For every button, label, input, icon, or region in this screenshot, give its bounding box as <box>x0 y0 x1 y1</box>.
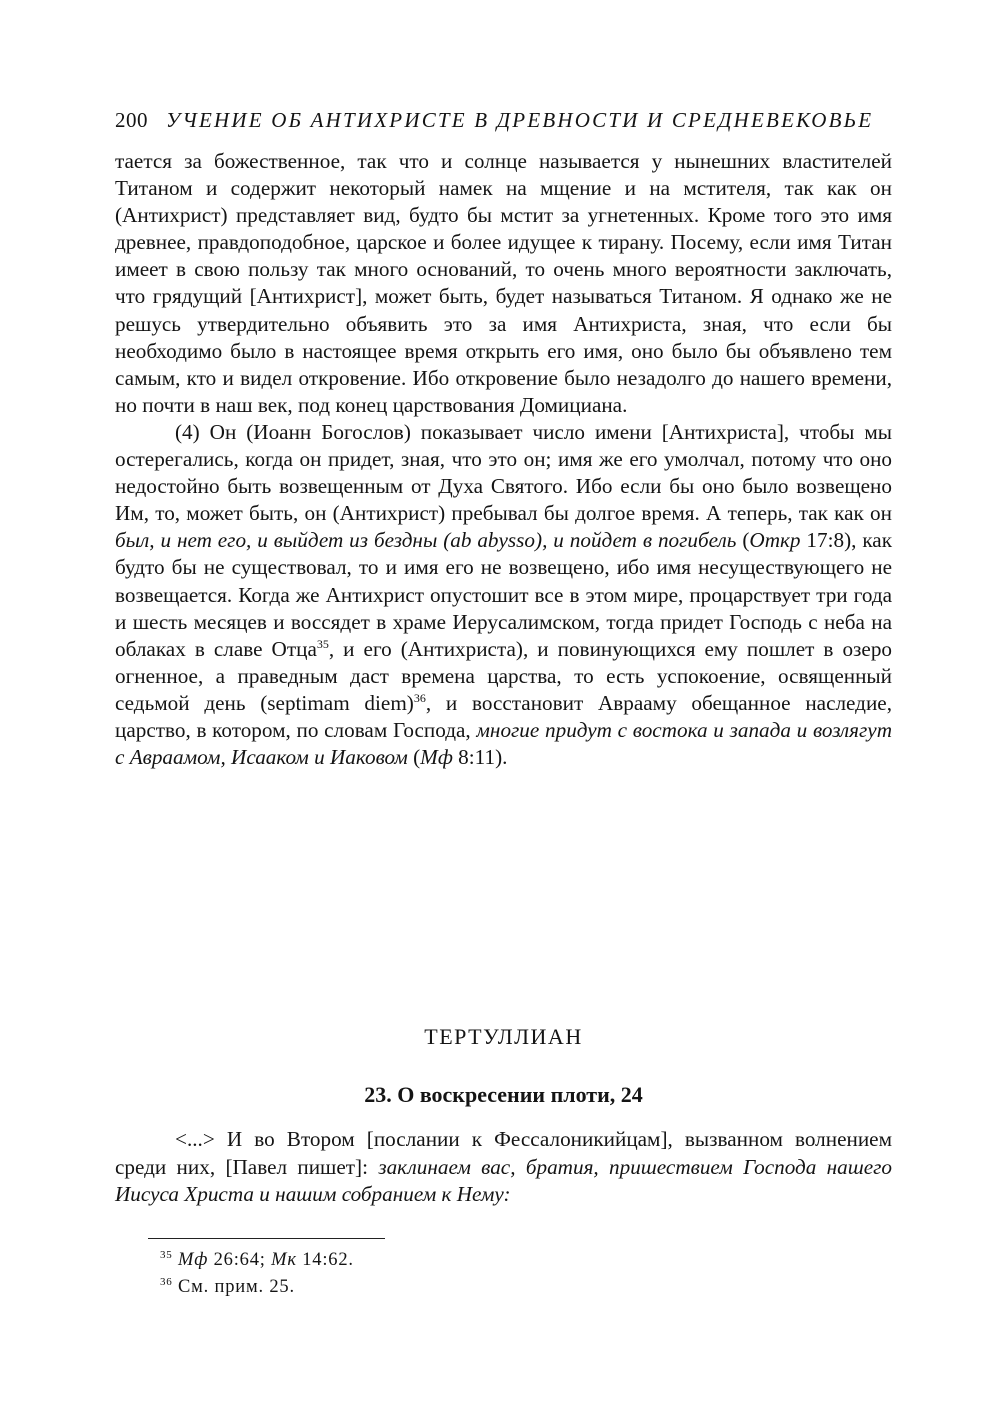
main-text <box>115 148 892 771</box>
section-title: ТЕРТУЛЛИАН <box>424 1024 583 1049</box>
reference-book: Мф <box>178 1250 209 1270</box>
text-run: (4) Он (Иоанн Богослов) показывает число имени [Антихриста], чтобы мы остерегались, когда он придет, зная, что это он; имя же его умолчал, потому что оно недостойно быть возвещенным от Духа Святого. Ибо если бы оно было возвещено Им, то, может быть, он (Антихрист) пребывал бы долгое время. А теперь, так как он <box>115 419 892 526</box>
reference-verse: 17:8 <box>800 528 845 553</box>
footnotes <box>160 1247 354 1301</box>
footnote-mark: 35 <box>160 1248 173 1261</box>
reference-book: Мф <box>420 745 453 770</box>
running-header <box>115 104 890 136</box>
footnote-marker: 36 <box>413 690 426 705</box>
reference-book: Откр <box>749 528 801 553</box>
scripture-quote: был, и нет его, и выйдет из бездны (ab abysso), и пойдет в погибель <box>115 528 737 553</box>
paragraph-1: тается за божественное, так что и солнце называется у нынешних властителей Титаном и содержит некоторый намек на мщение и на мстителя, так как он (Антихрист) представляет вид, будто бы мстит за угнетенных. Кроме того это имя древнее, правдоподобное, царское и более идущее к тирану. Посему, если имя Титан имеет в свою пользу так много оснований, то очень много вероятности заключать, что грядущий [Антихрист], может быть, будет называться Титаном. Я однако же не решусь утвердительно объявить это за имя Антихриста, зная, что если бы необходимо было в настоящее время открыть его имя, оно было бы объявлено тем самым, кто и видел откровение. Ибо откровение было незадолго до нашего времени, но почти в наш век, под конец царствования Домициана. <box>115 149 892 417</box>
text-run: , и восстановит Аврааму обещанное наследие, царство, в котором, по словам Господа, <box>115 690 892 742</box>
text-run: , и его (Антихриста), и повинующихся ему пошлет в озеро огненное, а праведным даст времена царства, то есть успокоение, освященный седьмой день (septimam diem) <box>115 636 893 715</box>
paragraph-2 <box>115 419 892 771</box>
footnote-divider <box>148 1238 385 1239</box>
scripture-quote: заклинаем вас, братия, пришествием Господа нашего Иисуса Христа и нашим собранием к Нему: <box>115 1154 892 1206</box>
scripture-quote: многие придут с востока и запада и возлягут с Авраамом, Исааком и Иаковом <box>115 717 892 770</box>
text-run: ( <box>407 745 421 770</box>
text-run: ), как будто бы не существовал, то и имя его не возвещено, ибо имя несуществующего не возвещается. Когда же Антихрист опустошит все в этом мире, процарствует три года и шесть месяцев и воссядет в храме Иерусалимском, тогда придет Господь с неба на облаках в славе Отца <box>115 528 893 661</box>
reference-verse: 14:62. <box>296 1250 354 1270</box>
section-subtitle: 23. О воскресении плоти, 24 <box>364 1082 643 1107</box>
reference-book: Мк <box>271 1250 297 1270</box>
footnote-marker: 35 <box>316 636 329 651</box>
reference-verse: 26:64; <box>208 1250 272 1270</box>
footnote-text: См. прим. 25. <box>172 1277 295 1297</box>
text-run: ( <box>736 528 750 553</box>
paragraph-3 <box>115 1126 892 1209</box>
page-number: 200 <box>115 108 148 132</box>
text-run: ). <box>495 745 508 770</box>
running-title: УЧЕНИЕ ОБ АНТИХРИСТЕ В ДРЕВНОСТИ И СРЕДНЕВЕКОВЬЕ <box>166 108 874 132</box>
reference-verse: 8:11 <box>452 745 496 770</box>
footnote-mark: 36 <box>160 1275 173 1288</box>
footnote-36 <box>160 1274 354 1301</box>
text-run: <...> И во Втором [послании к Фессалоникийцам], вызванном волнением среди них, [Павел пишет]: <box>115 1127 892 1179</box>
footnote-35 <box>160 1247 354 1274</box>
